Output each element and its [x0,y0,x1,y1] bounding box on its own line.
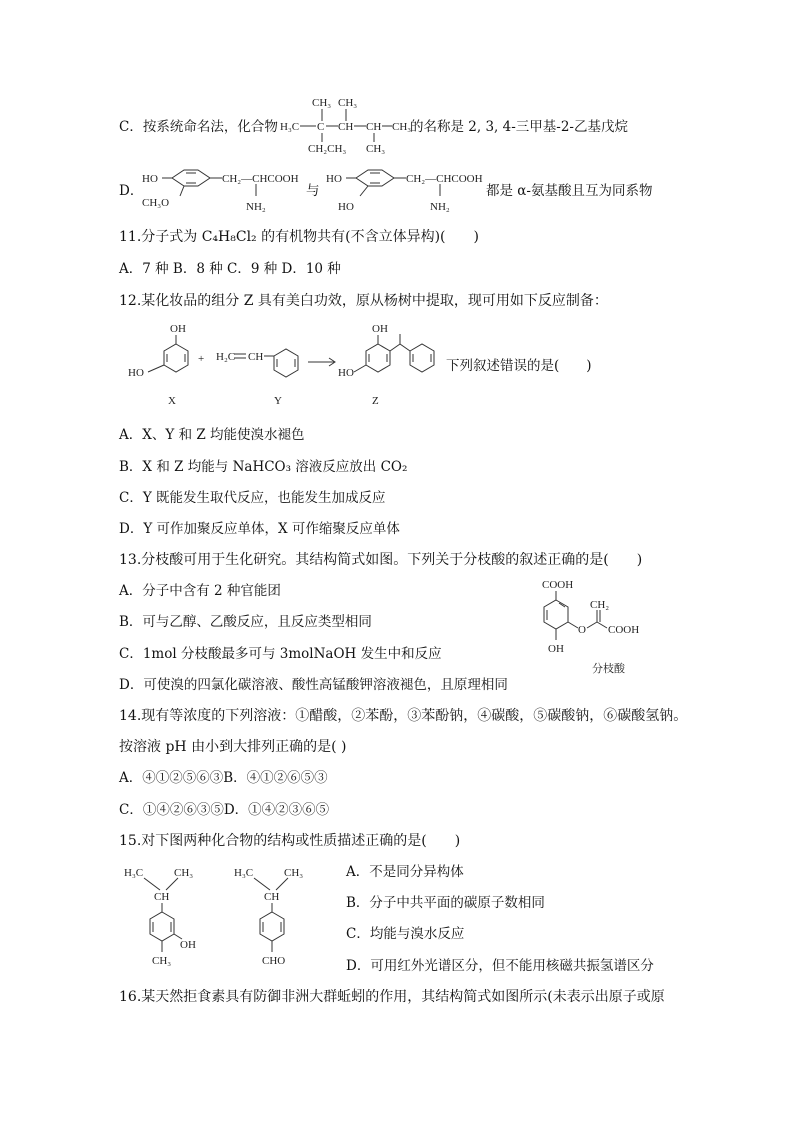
q11-stem: 11.分子式为 C₄H₈Cl₂ 的有机物共有(不含立体异构)( ) [119,229,479,245]
mol-label: H₃C [124,867,144,879]
plus-sign: + [198,353,205,365]
mol-label: CHO [262,955,286,967]
benzene-ring [260,912,284,941]
q13-option-a: A．分子中含有 2 种官能团 [119,583,281,599]
q14-stem: 14.现有等浓度的下列溶液：①醋酸，②苯酚，③苯酚钠，④碳酸，⑤碳酸钠，⑥碳酸氢钠。 [119,708,688,724]
mol-label: CH₃O [142,197,170,209]
mol-label: OH [372,323,388,335]
benzene-ring [172,170,210,186]
benzene-ring [410,344,434,372]
q10-option-d-prefix: D． [119,183,144,199]
mol-label: NH₂ [430,201,450,213]
mol-label: H₃C [280,121,300,133]
q12-stem: 12.某化妆品的组分 Z 具有美白功效，原从杨树中提取，现可用如下反应制备： [119,293,608,309]
mol-label: CH₂CH₃ [308,143,347,155]
mol-carbon: C [317,121,325,133]
benzene-ring [164,344,188,372]
q10-option-d-connector: 与 [306,183,320,199]
mol-label: CH₃ [392,121,412,133]
mol-label: CH [248,351,264,363]
benzene-ring [150,912,174,941]
mol-label: O [578,624,586,636]
q12-option-c: C．Y 既能发生取代反应，也能发生加成反应 [119,490,386,506]
mol-label: OH [548,643,564,655]
compound-label-y: Y [274,395,282,407]
q14-stem-2: 按溶液 pH 由小到大排列正确的是( ) [119,739,347,755]
mol-label: CH₃ [174,867,194,879]
q10-d-structure-1 [140,160,312,220]
q12-question-tail: 下列叙述错误的是( ) [446,358,592,374]
q13-option-b: B．可与乙醇、乙酸反应，且反应类型相同 [119,614,372,630]
q12-option-b: B．X 和 Z 均能与 NaHCO₃ 溶液反应放出 CO₂ [119,459,408,475]
mol-label: CH [338,121,354,133]
q15-stem: 15.对下图两种化合物的结构或性质描述正确的是( ) [119,833,461,849]
benzene-ring [366,344,390,372]
mol-label: HO [326,173,342,185]
q14-options-cd: C．①④②⑥③⑤D．①④②③⑥⑤ [119,802,330,818]
benzene-ring [274,349,298,377]
q13-option-d: D．可使溴的四氯化碳溶液、酸性高锰酸钾溶液褪色，且原理相同 [119,677,508,693]
mol-label: OH [180,939,196,951]
cyclohexadiene-ring [544,600,568,629]
mol-label: CH₃ [366,143,386,155]
mol-label: HO [142,173,158,185]
mol-label: CH [366,121,382,133]
q15-option-b: B．分子中共平面的碳原子数相同 [346,895,545,911]
q13-stem: 13.分枝酸可用于生化研究。其结构简式如图。下列关于分枝酸的叙述正确的是( ) [119,552,643,568]
mol-label: CH₂—CHCOOH [406,173,483,185]
q16-stem: 16.某天然拒食素具有防御非洲大群蚯蚓的作用，其结构简式如图所示(未表示出原子或原 [119,989,665,1005]
q11-options: A．7 种 B．8 种 C．9 种 D．10 种 [119,261,341,277]
q10-option-d-suffix: 都是 α-氨基酸且互为同系物 [486,183,653,199]
mol-label: NH₂ [246,201,266,213]
q15-option-c: C．均能与溴水反应 [346,926,465,942]
mol-label: HO [338,367,354,379]
q15-option-a: A．不是同分异构体 [346,864,464,880]
q10-c-structure [280,92,412,158]
structure-caption: 分枝酸 [592,663,625,675]
q13-option-c: C．1mol 分枝酸最多可与 3molNaOH 发生中和反应 [119,646,442,662]
mol-label: HO [338,201,354,213]
mol-label: CH₂ [590,599,610,611]
q12-reaction-scheme [128,318,448,414]
mol-label: CH₃ [312,97,332,109]
mol-label: COOH [542,579,574,591]
mol-label: COOH [608,624,640,636]
mol-label: CH₃ [338,97,358,109]
mol-label: CH [154,891,170,903]
q10-option-c-suffix: 的名称是 2, 3, 4-三甲基-2-乙基戊烷 [410,119,628,135]
mol-label: H₃C [234,867,254,879]
mol-label: H₂C [216,351,236,363]
benzene-ring [356,170,394,186]
mol-label: CH₃ [284,867,304,879]
mol-label: HO [128,367,144,379]
q10-d-structure-2 [324,160,496,220]
q10-option-c-prefix: C．按系统命名法，化合物 [119,119,278,135]
mol-label: CH [264,891,280,903]
q15-structure-1 [122,864,212,974]
q15-structure-2 [232,864,322,974]
mol-label: CH₃ [152,955,172,967]
q14-options-ab: A．④①②⑤⑥③B．④①②⑥⑤③ [119,770,328,786]
compound-label-x: X [168,395,176,407]
q12-option-d: D．Y 可作加聚反应单体，X 可作缩聚反应单体 [119,521,400,537]
compound-label-z: Z [372,395,379,407]
q12-option-a: A．X、Y 和 Z 均能使溴水褪色 [119,427,305,443]
mol-label: OH [170,323,186,335]
q13-chorismic-acid-structure [520,578,670,678]
mol-label: CH₂—CHCOOH [222,173,299,185]
q15-option-d: D．可用红外光谱区分，但不能用核磁共振氢谱区分 [346,958,654,974]
